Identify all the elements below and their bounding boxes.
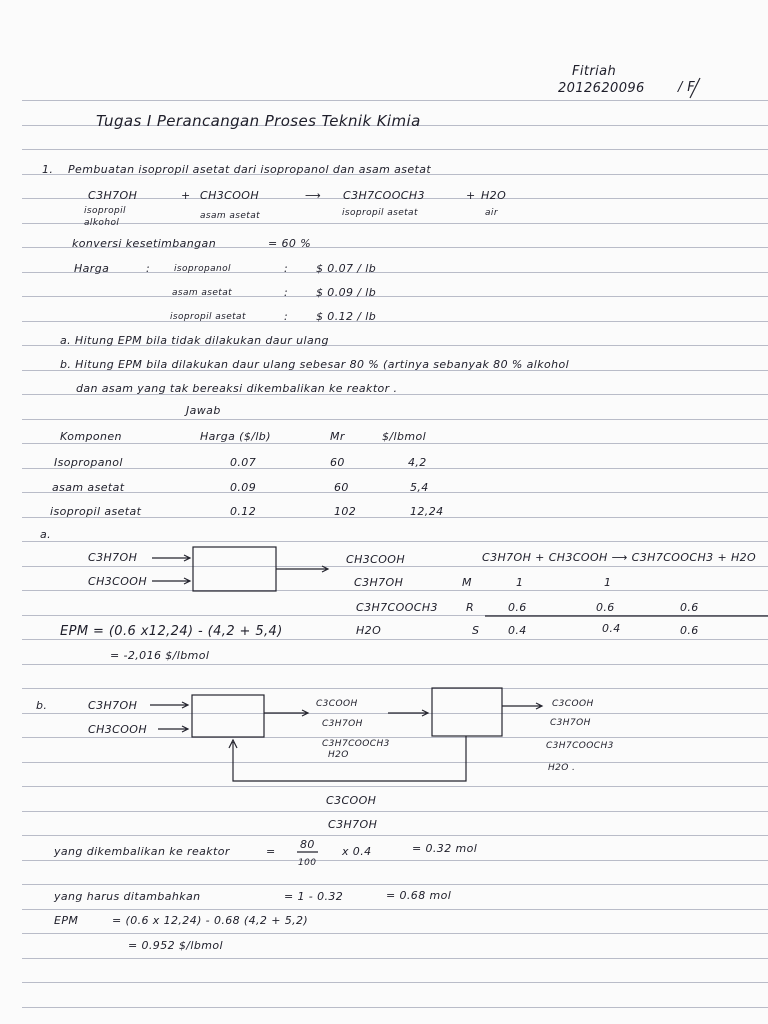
table-header: Komponen — [60, 430, 122, 443]
table-cell: 0.12 — [230, 505, 257, 518]
mrs-value: 0.4 — [508, 624, 527, 637]
page-title: Tugas I Perancangan Proses Teknik Kimia — [96, 112, 421, 130]
price-item-colon: : — [284, 262, 289, 275]
reactant-2-label: asam asetat — [200, 211, 261, 221]
answer-label: Jawab — [186, 404, 221, 417]
problem-number: 1. — [42, 163, 54, 176]
mrs-value: 0.4 — [602, 622, 621, 635]
separator-b-box — [432, 688, 502, 736]
table-cell: isopropil asetat — [50, 505, 142, 518]
reactor-b-box — [192, 695, 264, 737]
part-b-output: C3H7COOCH3 — [546, 741, 614, 751]
price-item-name: isopropanol — [174, 264, 231, 274]
part-b-output: C3H7OH — [550, 718, 591, 728]
price-item-value: $ 0.07 / lb — [316, 262, 377, 275]
part-b-feed-2: CH3COOH — [88, 723, 148, 736]
product-2: H2O — [481, 189, 507, 202]
recycle-stream: C3H7OH — [328, 818, 378, 831]
mrs-value: 1 — [604, 576, 612, 589]
table-cell: 12,24 — [410, 505, 444, 518]
part-b-epm-result: = 0.952 $/lbmol — [128, 939, 223, 952]
mid-to-separator-arrow — [388, 710, 428, 716]
part-b-output: C3COOH — [552, 699, 594, 709]
table-cell: asam asetat — [52, 481, 125, 494]
price-item-value: $ 0.12 / lb — [316, 310, 377, 323]
price-item-value: $ 0.09 / lb — [316, 286, 377, 299]
student-number: 2012620096 — [558, 81, 645, 96]
part-b-output: H2O . — [548, 763, 576, 773]
product-arrow-a — [276, 566, 328, 572]
price-colon: : — [146, 262, 151, 275]
question-b-line-1: b. Hitung EPM bila dilakukan daur ulang sebesar 80 % (artinya sebanyak 80 % alkohol — [60, 358, 570, 371]
product-1: C3H7COOCH3 — [343, 189, 425, 202]
table-cell: 60 — [330, 456, 345, 469]
reaction-arrow: ⟶ — [305, 189, 322, 202]
part-a-feed-1: C3H7OH — [88, 551, 138, 564]
price-item-name: asam asetat — [172, 288, 233, 298]
feed-arrow-b1 — [150, 702, 188, 708]
recycle-stream: C3COOH — [326, 794, 377, 807]
table-header: Mr — [330, 430, 345, 443]
returned-multiplier: x 0.4 — [342, 845, 372, 858]
part-b-mid-stream: C3H7COOCH3 — [322, 739, 390, 749]
question-b-line-2: dan asam yang tak bereaksi dikembalikan ke reaktor . — [76, 382, 398, 395]
mrs-row-key: M — [462, 576, 472, 589]
price-item-colon: : — [284, 286, 289, 299]
feed-arrow-b2 — [158, 726, 188, 732]
conversion-value: = 60 % — [268, 237, 312, 250]
reactant-1-label-b: alkohol — [84, 218, 120, 228]
mrs-row-key: S — [472, 624, 480, 637]
problem-statement: Pembuatan isopropil asetat dari isopropanol dan asam asetat — [68, 163, 432, 176]
price-item-name: isopropil asetat — [170, 312, 246, 322]
mrs-value: 0.6 — [680, 601, 699, 614]
added-expression: = 1 - 0.32 — [284, 890, 344, 903]
part-b-feed-1: C3H7OH — [88, 699, 138, 712]
table-header: $/lbmol — [382, 430, 427, 443]
separator-out-arrow — [502, 703, 542, 709]
mrs-value: 0.6 — [680, 624, 699, 637]
returned-label: yang dikembalikan ke reaktor — [54, 845, 230, 858]
fraction-numerator: 80 — [300, 838, 315, 851]
reactant-2: CH3COOH — [200, 189, 260, 202]
mrs-value: 0.6 — [508, 601, 527, 614]
part-b-mid-stream: H2O — [328, 750, 349, 760]
part-a-output: C3H7OH — [354, 576, 404, 589]
mrs-value: 0.6 — [596, 601, 615, 614]
conversion-label: konversi kesetimbangan — [72, 237, 217, 250]
table-header: Harga ($/lb) — [200, 430, 271, 443]
part-a-epm-result: = -2,016 $/lbmol — [110, 649, 210, 662]
grade-mark: / F — [678, 80, 696, 95]
part-a-output: H2O — [356, 624, 382, 637]
table-cell: 4,2 — [408, 456, 427, 469]
table-cell: 0.09 — [230, 481, 257, 494]
reactor-to-mid-arrow — [264, 710, 308, 716]
part-b-epm: = (0.6 x 12,24) - 0.68 (4,2 + 5,2) — [112, 914, 309, 927]
part-a-feed-2: CH3COOH — [88, 575, 148, 588]
plus-1: + — [181, 189, 191, 202]
reactant-1: C3H7OH — [88, 189, 138, 202]
question-a: a. Hitung EPM bila tidak dilakukan daur ulang — [60, 334, 329, 347]
part-b-label: b. — [36, 699, 48, 712]
feed-arrow-a1 — [152, 555, 190, 561]
fraction-denominator: 100 — [298, 858, 317, 868]
part-a-epm: EPM = (0.6 x12,24) - (4,2 + 5,4) — [60, 624, 283, 639]
table-cell: 0.07 — [230, 456, 257, 469]
part-a-output: C3H7COOCH3 — [356, 601, 438, 614]
reactant-1-label-a: isopropil — [84, 206, 126, 216]
product-2-label: air — [485, 208, 498, 218]
mrs-value: 1 — [516, 576, 524, 589]
part-a-output: CH3COOH — [346, 553, 406, 566]
part-b-epm-label: EPM — [54, 914, 79, 927]
reactor-a-box — [193, 547, 276, 591]
table-cell: Isopropanol — [54, 456, 123, 469]
part-a-label: a. — [40, 528, 52, 541]
returned-result: = 0.32 mol — [412, 842, 478, 855]
added-result: = 0.68 mol — [386, 889, 452, 902]
part-a-equation: C3H7OH + CH3COOH ⟶ C3H7COOCH3 + H2O — [482, 551, 757, 564]
student-name: Fitriah — [572, 64, 617, 79]
feed-arrow-a2 — [152, 578, 190, 584]
mrs-row-key: R — [466, 601, 475, 614]
part-b-mid-stream: C3COOH — [316, 699, 358, 709]
added-label: yang harus ditambahkan — [54, 890, 201, 903]
price-item-colon: : — [284, 310, 289, 323]
price-label: Harga — [74, 262, 110, 275]
returned-equals: = — [266, 845, 276, 858]
product-1-label: isopropil asetat — [342, 208, 418, 218]
plus-2: + — [466, 189, 476, 202]
table-cell: 102 — [334, 505, 357, 518]
table-cell: 60 — [334, 481, 349, 494]
table-cell: 5,4 — [410, 481, 429, 494]
part-b-mid-stream: C3H7OH — [322, 719, 363, 729]
